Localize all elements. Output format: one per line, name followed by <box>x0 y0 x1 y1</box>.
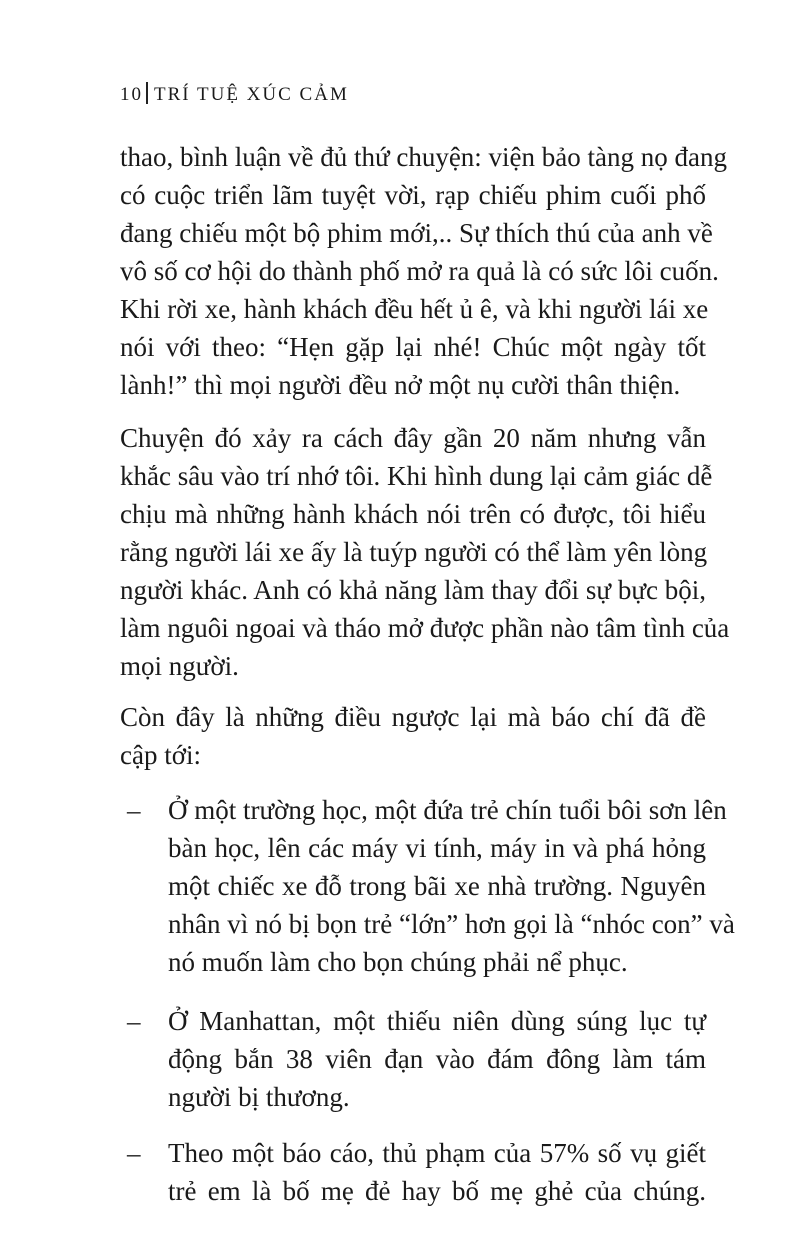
paragraph-line: có cuộc triển lãm tuyệt vời, rạp chiếu phim cuối phố <box>120 180 706 210</box>
paragraph-line: khắc sâu vào trí nhớ tôi. Khi hình dung lại cảm giác dễ <box>120 461 713 491</box>
bullet-line: nhân vì nó bị bọn trẻ “lớn” hơn gọi là “nhóc con” và <box>168 909 735 939</box>
paragraph-line: Còn đây là những điều ngược lại mà báo chí đã đề <box>120 702 706 732</box>
paragraph-line: cập tới: <box>120 740 201 770</box>
bullet-line: Ở một trường học, một đứa trẻ chín tuổi bôi sơn lên <box>168 795 727 825</box>
bullet-line: một chiếc xe đỗ trong bãi xe nhà trường. Nguyên <box>168 871 706 901</box>
bullet-line: Ở Manhattan, một thiếu niên dùng súng lục tự <box>168 1006 706 1036</box>
paragraph-line: lành!” thì mọi người đều nở một nụ cười thân thiện. <box>120 370 681 400</box>
paragraph-line: làm nguôi ngoai và tháo mở được phần nào tâm tình của <box>120 613 730 643</box>
paragraph-line: rằng người lái xe ấy là tuýp người có thể làm yên lòng <box>120 537 708 567</box>
paragraph-line: Chuyện đó xảy ra cách đây gần 20 năm nhưng vẫn <box>120 423 706 453</box>
paragraph-line: Khi rời xe, hành khách đều hết ủ ê, và khi người lái xe <box>120 294 709 324</box>
bullet-dash: – <box>127 1138 141 1168</box>
bullet-line: bàn học, lên các máy vi tính, máy in và phá hỏng <box>168 833 706 863</box>
running-title: TRÍ TUỆ XÚC CẢM <box>154 84 349 105</box>
paragraph-line: chịu mà những hành khách nói trên có được, tôi hiểu <box>120 499 706 529</box>
bullet-dash: – <box>127 795 141 825</box>
bullet-line: người bị thương. <box>168 1082 350 1112</box>
bullet-line: động bắn 38 viên đạn vào đám đông làm tám <box>168 1044 706 1074</box>
bullet-dash: – <box>127 1006 141 1036</box>
paragraph-line: người khác. Anh có khả năng làm thay đổi sự bực bội, <box>120 575 706 605</box>
paragraph-line: mọi người. <box>120 651 239 681</box>
paragraph-line: nói với theo: “Hẹn gặp lại nhé! Chúc một ngày tốt <box>120 332 706 362</box>
running-header <box>120 82 349 106</box>
paragraph-line: đang chiếu một bộ phim mới,.. Sự thích thú của anh về <box>120 218 713 248</box>
bullet-line: nó muốn làm cho bọn chúng phải nể phục. <box>168 947 628 977</box>
page-number: 10 <box>120 84 143 105</box>
header-divider <box>146 82 148 104</box>
bullet-line: Theo một báo cáo, thủ phạm của 57% số vụ giết <box>168 1138 706 1168</box>
paragraph-line: thao, bình luận về đủ thứ chuyện: viện bảo tàng nọ đang <box>120 142 727 172</box>
paragraph-line: vô số cơ hội do thành phố mở ra quả là có sức lôi cuốn. <box>120 256 719 286</box>
bullet-line: trẻ em là bố mẹ đẻ hay bố mẹ ghẻ của chúng. <box>168 1176 706 1206</box>
